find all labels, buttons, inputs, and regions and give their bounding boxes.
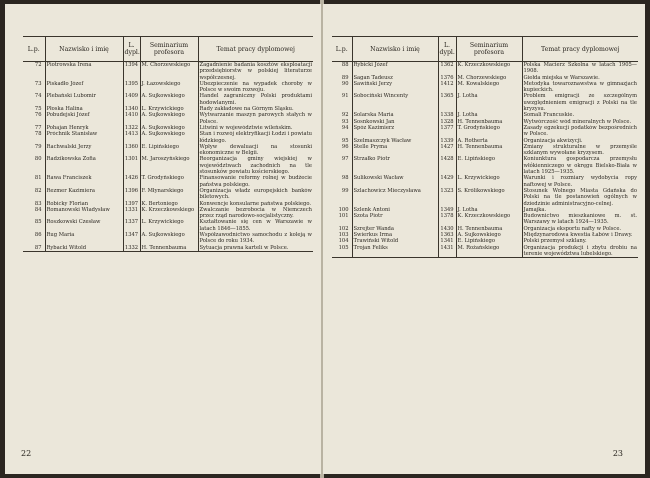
row-seminar: K. Bertoniego bbox=[140, 201, 198, 207]
row-name: Rybacki Witold bbox=[45, 245, 123, 252]
table-row bbox=[23, 62, 313, 81]
row-lp: 90 bbox=[341, 80, 349, 87]
row-name: Płoska Halina bbox=[45, 106, 123, 112]
row-num: 1428 bbox=[438, 156, 456, 175]
row-num: 1412 bbox=[438, 81, 456, 94]
row-name: Szota Piotr bbox=[352, 213, 438, 226]
row-seminar: S. Królikowskiego bbox=[456, 188, 522, 207]
row-name: Robicky Florian bbox=[45, 201, 123, 207]
table-row bbox=[23, 245, 313, 252]
row-name: Rug Maria bbox=[45, 232, 123, 245]
row-lp: 78 bbox=[34, 131, 42, 138]
row-topic: Konwencje konsularne państwa polskiego. bbox=[199, 200, 312, 207]
table-row bbox=[332, 62, 638, 75]
row-topic: Reorganizacja gminy wiejskiej w województwach zachodnich na tle stosunków powiatu kościerskiego. bbox=[199, 156, 312, 176]
row-name: Radzikowska Zofia bbox=[45, 156, 123, 175]
row-seminar: A. Sujkowskiego bbox=[140, 125, 198, 131]
row-lp: 84 bbox=[34, 206, 42, 213]
row-topic: Budownictwo mieszkaniowe m. st. Warszawy w latach 1924—1935. bbox=[523, 213, 637, 226]
row-name: Szlenk Antoni bbox=[352, 207, 438, 213]
row-lp: 76 bbox=[34, 112, 42, 119]
row-num: 1322 bbox=[124, 124, 139, 131]
diploma-table-right bbox=[332, 36, 638, 258]
row-num: 1396 bbox=[123, 188, 140, 201]
row-name: Sosnkowski Jan bbox=[352, 119, 438, 125]
row-num: 1378 bbox=[438, 213, 456, 226]
table-row bbox=[332, 93, 638, 112]
row-seminar: K. Krzeczkowskiego bbox=[140, 207, 198, 220]
row-name: Stelle Pryma bbox=[352, 144, 438, 157]
row-num: 1430 bbox=[438, 226, 456, 232]
row-lp: 87 bbox=[23, 245, 45, 252]
table-row bbox=[23, 219, 313, 232]
row-num: 1429 bbox=[438, 175, 456, 188]
row-num: 1413 bbox=[123, 131, 140, 144]
row-topic: Zwalczanie bezrobocia w Niemczech przez rząd narodowo-socjalistyczny. bbox=[199, 206, 312, 220]
col-lp: L.p. bbox=[332, 37, 352, 62]
row-lp: 101 bbox=[338, 213, 349, 220]
row-topic: Problem emigracji ze szczególnym uwzględnieniem emigracji z Polski na tle kryzysu. bbox=[523, 93, 637, 113]
row-name: Pohajan Henryk bbox=[45, 125, 123, 131]
row-num: 1397 bbox=[124, 200, 139, 207]
row-lp: 104 bbox=[338, 238, 349, 245]
row-seminar: E. Lipińskiego bbox=[140, 144, 198, 157]
row-name: Szrejter Wanda bbox=[352, 226, 438, 232]
table-row bbox=[23, 207, 313, 220]
row-seminar: H. Tennenbauma bbox=[456, 226, 522, 232]
left-page bbox=[5, 4, 321, 474]
row-lp: 82 bbox=[34, 187, 42, 194]
row-seminar: M. Rożańskiego bbox=[456, 245, 522, 258]
row-name: Rawa Franciszek bbox=[45, 175, 123, 188]
row-name: Sobociński Wincenty bbox=[352, 93, 438, 112]
row-lp: 95 bbox=[341, 137, 349, 144]
row-topic: Polska Macierz Szkolna w latach 1905—1908. bbox=[523, 62, 637, 75]
row-lp: 86 bbox=[34, 232, 42, 239]
col-topic: Temat pracy dyplomowej bbox=[198, 37, 313, 62]
table-row bbox=[332, 156, 638, 175]
row-seminar: J. Łazowskiego bbox=[140, 81, 198, 94]
row-lp: 98 bbox=[341, 175, 349, 182]
table-row bbox=[23, 232, 313, 245]
row-num: 1394 bbox=[123, 62, 140, 81]
row-lp: 89 bbox=[341, 74, 349, 81]
row-lp: 72 bbox=[34, 62, 42, 68]
row-seminar: A. Rotherta bbox=[456, 138, 522, 144]
row-topic: Polski przemysł szklany. bbox=[522, 238, 638, 244]
row-lp: 88 bbox=[341, 62, 349, 68]
table-row bbox=[332, 213, 638, 226]
row-topic: Współzawodnictwo samochodu z koleją w Polsce do roku 1934. bbox=[199, 232, 312, 245]
row-name: Pobudejski Józef bbox=[45, 112, 123, 125]
row-name: Roszkowski Czesław bbox=[45, 219, 123, 232]
col-num: L. dypl. bbox=[123, 37, 140, 62]
row-seminar: M. Chorzewskiego bbox=[456, 75, 522, 81]
row-topic: Wytwarzanie maszyn parowych stałych w Polsce. bbox=[199, 112, 312, 125]
row-name: Sawiński Jerzy bbox=[352, 81, 438, 94]
row-topic: Stosunek Wolnego Miasta Gdańska do Polski na tle postanowień ogólnych w dziedzinie administracyjno-celnej. bbox=[523, 187, 637, 207]
row-lp: 81 bbox=[34, 175, 42, 182]
row-num: 1362 bbox=[438, 62, 456, 75]
col-lp: L.p. bbox=[23, 37, 45, 62]
row-lp: 96 bbox=[341, 143, 349, 150]
table-row bbox=[23, 144, 313, 157]
row-seminar: K. Krzeczkowskiego bbox=[456, 213, 522, 226]
table-row bbox=[332, 175, 638, 188]
row-num: 1363 bbox=[438, 232, 456, 238]
row-lp: 100 bbox=[338, 206, 349, 213]
row-num: 1347 bbox=[123, 232, 140, 245]
row-seminar: E. Lipińskiego bbox=[456, 238, 522, 244]
row-seminar: L. Krzywickiego bbox=[140, 106, 198, 112]
row-seminar: J. Lotha bbox=[456, 93, 522, 112]
row-seminar: M. Jaroszyńskiego bbox=[140, 156, 198, 175]
row-num: 1341 bbox=[438, 238, 456, 244]
row-lp: 103 bbox=[338, 232, 349, 239]
row-num: 1431 bbox=[438, 245, 456, 258]
table-header bbox=[23, 37, 313, 62]
col-num: L. dypl. bbox=[438, 37, 456, 62]
row-seminar: A. Sujkowskiego bbox=[140, 93, 198, 106]
row-num: 1376 bbox=[438, 75, 456, 81]
row-name: Sulikowski Wacław bbox=[352, 175, 438, 188]
diploma-table-left bbox=[23, 36, 313, 252]
table-row bbox=[23, 156, 313, 175]
table-row bbox=[23, 175, 313, 188]
row-topic: Organizacja władz europejskich banków biletowych. bbox=[199, 187, 312, 201]
row-name: Próchnik Stanisław bbox=[45, 131, 123, 144]
row-lp: 75 bbox=[34, 106, 42, 113]
row-seminar: K. Krzeczkowskiego bbox=[456, 62, 522, 75]
col-name: Nazwisko i imię bbox=[45, 37, 123, 62]
row-topic: Warunki i rozmiary wydobycia ropy naftowej w Polsce. bbox=[523, 175, 637, 188]
row-name: Szelmaszczyk Wacław bbox=[352, 138, 438, 144]
row-seminar: L. Krzywickiego bbox=[140, 219, 198, 232]
row-num: 1349 bbox=[438, 207, 456, 213]
row-num: 1377 bbox=[438, 125, 456, 138]
row-num: 1426 bbox=[123, 175, 140, 188]
col-name: Nazwisko i imię bbox=[352, 37, 438, 62]
row-topic: Organizacja produkcji i zbytu drobiu na terenie województwa lubelskiego. bbox=[523, 244, 637, 257]
table-row bbox=[332, 125, 638, 138]
row-topic: Giełda miejska w Warszawie. bbox=[522, 75, 638, 81]
row-num: 1409 bbox=[123, 93, 140, 106]
row-num: 1301 bbox=[123, 156, 140, 175]
row-name: Rezmer Kazimiera bbox=[45, 188, 123, 201]
row-num: 1360 bbox=[123, 144, 140, 157]
row-lp: 99 bbox=[341, 187, 349, 194]
row-topic: Wytwórczość wód mineralnych w Polsce. bbox=[522, 119, 638, 125]
row-topic: Handel zagraniczny Polski produktami hodowlanymi. bbox=[199, 93, 312, 106]
row-name: Piotrowska Irena bbox=[45, 62, 123, 81]
row-name: Spóz Kazimierz bbox=[352, 125, 438, 138]
row-seminar: L. Krzywickiego bbox=[456, 175, 522, 188]
row-lp: 93 bbox=[341, 118, 349, 125]
table-row bbox=[23, 81, 313, 94]
table-body bbox=[332, 62, 638, 258]
row-seminar: A. Sujkowskiego bbox=[140, 131, 198, 144]
row-lp: 94 bbox=[341, 124, 349, 131]
row-name: Strzałko Piotr bbox=[352, 156, 438, 175]
row-seminar: M. Kowalskiego bbox=[456, 81, 522, 94]
row-topic: Litwini w województwie wileńskim. bbox=[198, 125, 313, 131]
table-body bbox=[23, 62, 313, 252]
row-seminar: F. Młynarskiego bbox=[140, 188, 198, 201]
row-topic: Ubezpieczenie na wypadek choroby w Polsce w swoim rozwoju. bbox=[199, 80, 312, 94]
table-row bbox=[332, 144, 638, 157]
row-topic: Finansowanie reformy rolnej w budżecie państwa polskiego. bbox=[199, 175, 312, 188]
row-num: 1395 bbox=[123, 81, 140, 94]
row-topic: Metodyka towaroznawstwa w gimnazjach kupieckich. bbox=[523, 80, 637, 94]
row-num: 1339 bbox=[438, 138, 456, 144]
col-topic: Temat pracy dyplomowej bbox=[522, 37, 638, 62]
table-row bbox=[23, 201, 313, 207]
table-row bbox=[332, 245, 638, 258]
table-row bbox=[332, 81, 638, 94]
row-num: 1340 bbox=[124, 106, 139, 113]
page-number: 23 bbox=[612, 449, 623, 458]
row-lp: 79 bbox=[34, 143, 42, 150]
row-seminar: J. Lotha bbox=[456, 112, 522, 118]
row-lp: 105 bbox=[332, 245, 352, 258]
row-name: Piskadło Józef bbox=[45, 81, 123, 94]
row-seminar: H. Tennenbauma bbox=[456, 119, 522, 125]
row-lp: 97 bbox=[341, 156, 349, 163]
row-topic: Somali Francuskie. bbox=[522, 112, 638, 118]
row-seminar: J. Lotha bbox=[456, 207, 522, 213]
row-lp: 83 bbox=[34, 200, 42, 207]
row-topic: Zagadnienie badania kosztów eksploatacji przedsiębiorstw w polskiej literaturze współczesnej. bbox=[199, 62, 312, 81]
row-name: Trawiński Witold bbox=[352, 238, 438, 244]
row-lp: 102 bbox=[338, 225, 349, 232]
row-lp: 73 bbox=[34, 80, 42, 87]
row-num: 1338 bbox=[438, 112, 456, 118]
row-name: Romanowski Władysław bbox=[45, 207, 123, 220]
row-num: 1427 bbox=[438, 144, 456, 157]
row-lp: 92 bbox=[341, 112, 349, 119]
row-num: 1337 bbox=[123, 219, 140, 232]
row-num: 1328 bbox=[438, 119, 456, 125]
row-topic: Kształtowanie się cen w Warszawie w latach 1846—1855. bbox=[199, 219, 312, 232]
row-seminar: M. Chorzewskiego bbox=[140, 62, 198, 81]
row-lp: 77 bbox=[34, 124, 42, 131]
row-topic: Stan i rozwój elektryfikacji Łodzi i powiatu łódzkiego. bbox=[199, 131, 312, 144]
row-num: 1332 bbox=[124, 244, 139, 251]
table-row bbox=[23, 112, 313, 125]
row-lp: 91 bbox=[341, 93, 349, 100]
page-number: 22 bbox=[21, 449, 32, 458]
row-num: 1410 bbox=[123, 112, 140, 125]
col-seminar: Seminarium profesora bbox=[140, 37, 198, 62]
row-seminar: T. Grodyńskiego bbox=[140, 175, 198, 188]
row-name: Solarska Maria bbox=[352, 112, 438, 118]
row-topic: Międzynarodowa kwestia Łabów i Drawy. bbox=[522, 232, 638, 238]
row-topic: Jamajka. bbox=[522, 207, 638, 213]
row-topic: Rady zakładowe na Górnym Śląsku. bbox=[198, 106, 313, 112]
table-row bbox=[332, 75, 638, 81]
row-name: Sagan Tadeusz bbox=[352, 75, 438, 81]
table-row bbox=[23, 131, 313, 144]
row-seminar: H. Tennenbauma bbox=[456, 144, 522, 157]
row-topic: Sytuacja prawna kartelí w Polsce. bbox=[198, 245, 313, 252]
row-seminar: A. Sujkowskiego bbox=[140, 112, 198, 125]
row-seminar: E. Lipińskiego bbox=[456, 156, 522, 175]
row-topic: Organizacja eksportu nafty w Polsce. bbox=[522, 226, 638, 232]
row-name: Świerkus Irma bbox=[352, 232, 438, 238]
row-lp: 80 bbox=[34, 156, 42, 163]
row-topic: Zasady egzekucji podatków bezpośrednich w Polsce. bbox=[523, 124, 637, 138]
row-name: Rybicki Józef bbox=[352, 62, 438, 75]
row-seminar: H. Tennenbauma bbox=[140, 245, 198, 252]
table-header bbox=[332, 37, 638, 62]
row-seminar: A. Sujkowskiego bbox=[140, 232, 198, 245]
row-seminar: A. Sujkowskiego bbox=[456, 232, 522, 238]
right-page bbox=[323, 4, 645, 474]
row-lp: 74 bbox=[34, 93, 42, 100]
row-num: 1323 bbox=[438, 188, 456, 207]
row-name: Szlachowicz Mieczysława bbox=[352, 188, 438, 207]
col-seminar: Seminarium profesora bbox=[456, 37, 522, 62]
row-name: Plebański Lubomir bbox=[45, 93, 123, 106]
row-lp: 85 bbox=[34, 219, 42, 226]
row-topic: Wpływ dewaluacji na stosunki ekonomiczne w Belgii. bbox=[199, 143, 312, 157]
row-name: Rachwalski Jerzy bbox=[45, 144, 123, 157]
row-topic: Zmiany strukturalne w przemyśle szklanym wywołane kryzysem. bbox=[523, 143, 637, 157]
row-name: Trojan Feliks bbox=[352, 245, 438, 258]
row-topic: Koniunktura gospodarcza przemysłu włókienniczego w okręgu Bielsko-Biała w latach 1925—1935. bbox=[523, 156, 637, 176]
table-row bbox=[23, 188, 313, 201]
row-num: 1365 bbox=[438, 93, 456, 112]
row-num: 1331 bbox=[123, 207, 140, 220]
row-seminar: T. Grodyńskiego bbox=[456, 125, 522, 138]
table-row bbox=[332, 188, 638, 207]
row-topic: Organizacja akwizycji. bbox=[522, 138, 638, 144]
table-row bbox=[23, 93, 313, 106]
